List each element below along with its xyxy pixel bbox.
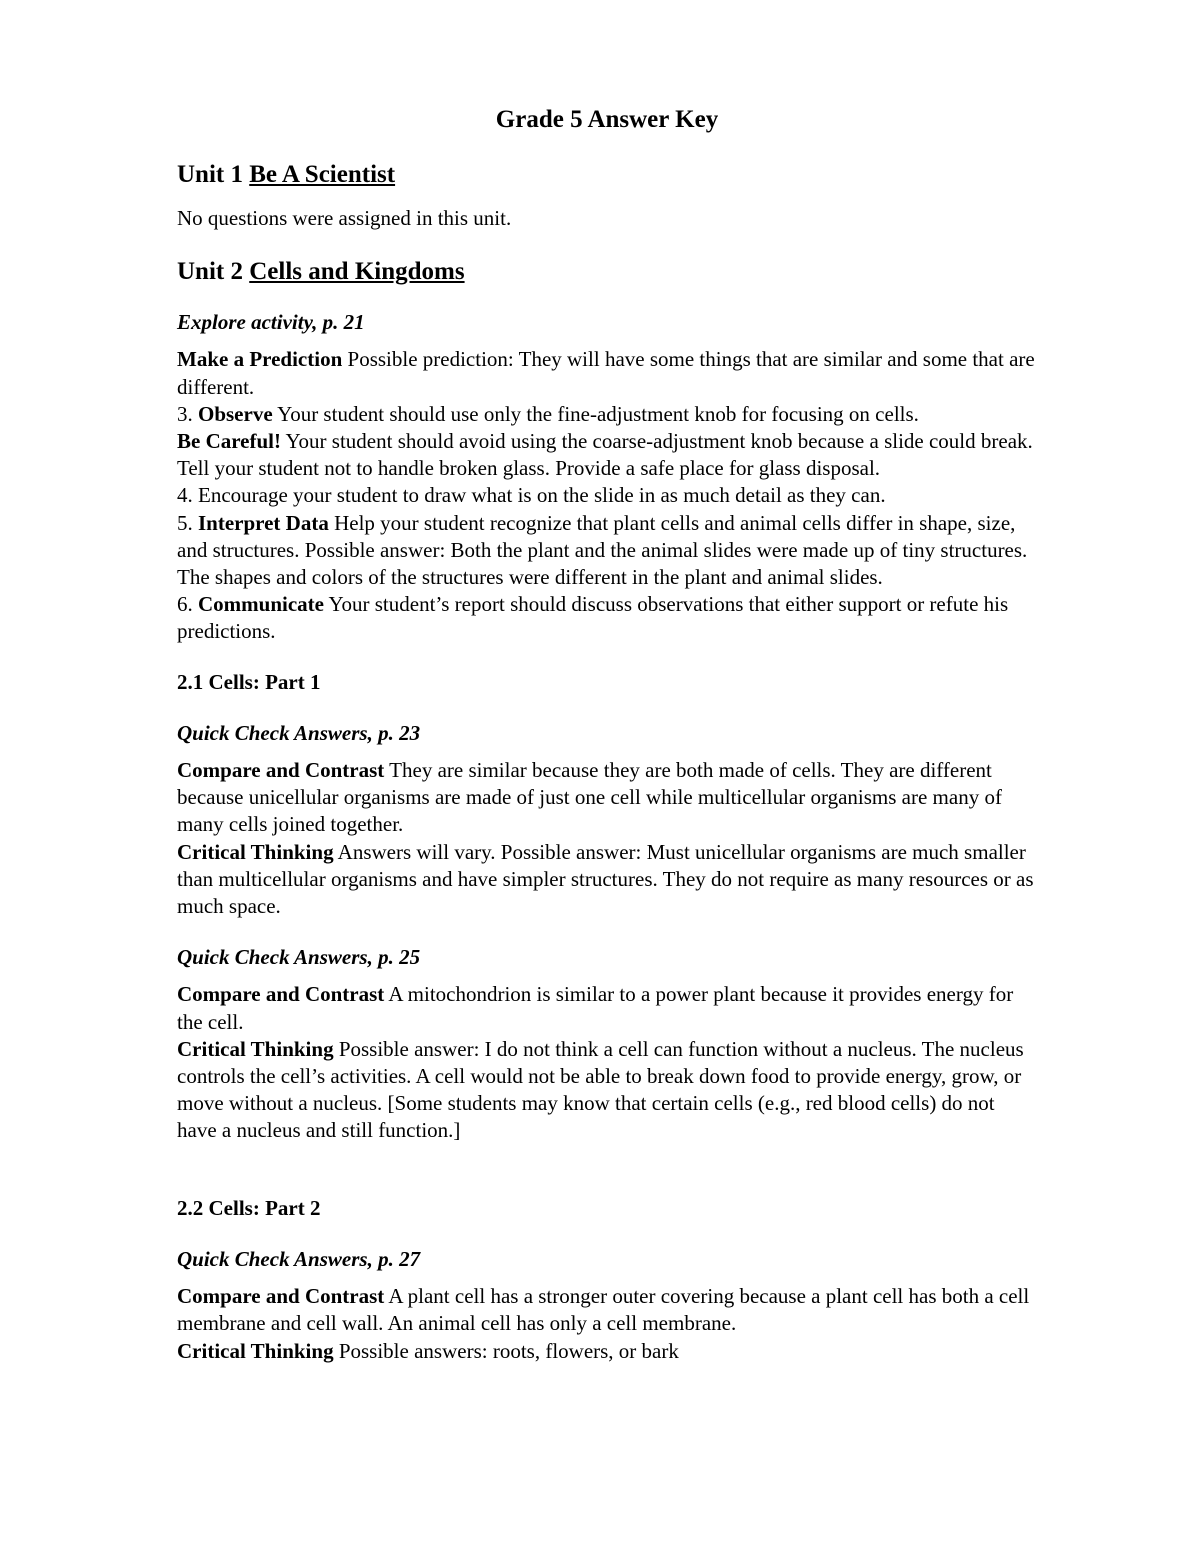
answer-item (177, 401, 1037, 428)
unit-2-name: Cells and Kingdoms (249, 258, 465, 286)
unit-1-label: Unit 1 (177, 161, 243, 188)
answer-lead: Compare and Contrast (177, 758, 385, 783)
answer-lead: Make a Prediction (177, 347, 343, 372)
unit-2-label: Unit 2 (177, 258, 243, 286)
unit-1-heading (177, 157, 1037, 193)
quick-check-p23-answers (177, 757, 1037, 920)
answer-lead: Communicate (198, 592, 324, 617)
answer-item (177, 591, 1037, 645)
quick-check-p25-heading: Quick Check Answers, p. 25 (177, 945, 421, 970)
answer-item (177, 510, 1037, 592)
section-2-2-heading: 2.2 Cells: Part 2 (177, 1195, 321, 1220)
answer-item (177, 1283, 1037, 1337)
answer-item (177, 1036, 1037, 1145)
explore-activity-answers (177, 346, 1037, 645)
answer-lead: Be Careful! (177, 429, 282, 454)
answer-text: Your student should avoid using the coarse-adjustment knob because a slide could break. Tell your student not to handle broken glass. Provide a safe place for glass disposal. (177, 429, 1033, 481)
answer-text: Possible answers: roots, flowers, or bark (333, 1338, 679, 1363)
answer-lead: Compare and Contrast (177, 1284, 385, 1309)
document-title: Grade 5 Answer Key (495, 106, 719, 133)
answer-text: Possible answer: I do not think a cell can function without a nucleus. The nucleus controls the cell’s activities. A cell would not be able to break down food to provide energy, grow, or move without a nucleus. [Some students may know that certain cells (e.g., red blood cells) do not have a nucleus and still function.] (177, 1036, 1024, 1143)
answer-text: Your student should use only the fine-adjustment knob for focusing on cells. (272, 401, 919, 426)
answer-item (177, 757, 1037, 839)
answer-item (177, 428, 1037, 482)
answer-lead: Observe (198, 401, 273, 426)
document-page (177, 102, 1037, 1365)
explore-activity-heading: Explore activity, p. 21 (177, 310, 365, 335)
answer-lead: Interpret Data (198, 510, 329, 535)
quick-check-p25-answers (177, 981, 1037, 1144)
answer-text: Encourage your student to draw what is on the slide in as much detail as they can. (198, 483, 886, 508)
unit-1-note: No questions were assigned in this unit. (177, 206, 512, 230)
answer-number: 3. (177, 401, 198, 426)
answer-lead: Critical Thinking (177, 1036, 334, 1061)
answer-item (177, 346, 1037, 400)
answer-item (177, 839, 1037, 921)
answer-text: Possible prediction: They will have some things that are similar and some that are different. (177, 347, 1035, 399)
unit-2-heading (177, 254, 1037, 290)
answer-number: 5. (177, 510, 198, 535)
answer-number: 6. (177, 592, 198, 617)
quick-check-p23-heading: Quick Check Answers, p. 23 (177, 720, 421, 745)
answer-lead: Critical Thinking (177, 1338, 334, 1363)
answer-item (177, 981, 1037, 1035)
answer-text: Help your student recognize that plant cells and animal cells differ in shape, size, and structures. Possible answer: Both the plant and the animal slides were made up of tiny structures. The shapes and colors of the structures were different in the plant and animal slides. (177, 510, 1028, 590)
answer-text: A plant cell has a stronger outer covering because a plant cell has both a cell membrane and cell wall. An animal cell has only a cell membrane. (177, 1284, 1030, 1336)
answer-text: A mitochondrion is similar to a power plant because it provides energy for the cell. (177, 982, 1014, 1034)
unit-1-name: Be A Scientist (249, 161, 396, 188)
answer-item (177, 482, 1037, 509)
answer-text: Answers will vary. Possible answer: Must unicellular organisms are much smaller than multicellular organisms and have simpler structures. They do not require as many resources or as much space. (177, 839, 1034, 919)
answer-item (177, 1338, 1037, 1365)
answer-text: They are similar because they are both made of cells. They are different because unicellular organisms are made of just one cell while multicellular organisms are many of many cells joined together. (177, 758, 1002, 837)
answer-lead: Compare and Contrast (177, 982, 385, 1007)
answer-text: Your student’s report should discuss observations that either support or refute his predictions. (177, 592, 1009, 644)
answer-number: 4. (177, 483, 198, 508)
answer-lead: Critical Thinking (177, 839, 334, 864)
quick-check-p27-answers (177, 1283, 1037, 1365)
section-2-1-heading: 2.1 Cells: Part 1 (177, 669, 321, 694)
quick-check-p27-heading: Quick Check Answers, p. 27 (177, 1246, 421, 1271)
